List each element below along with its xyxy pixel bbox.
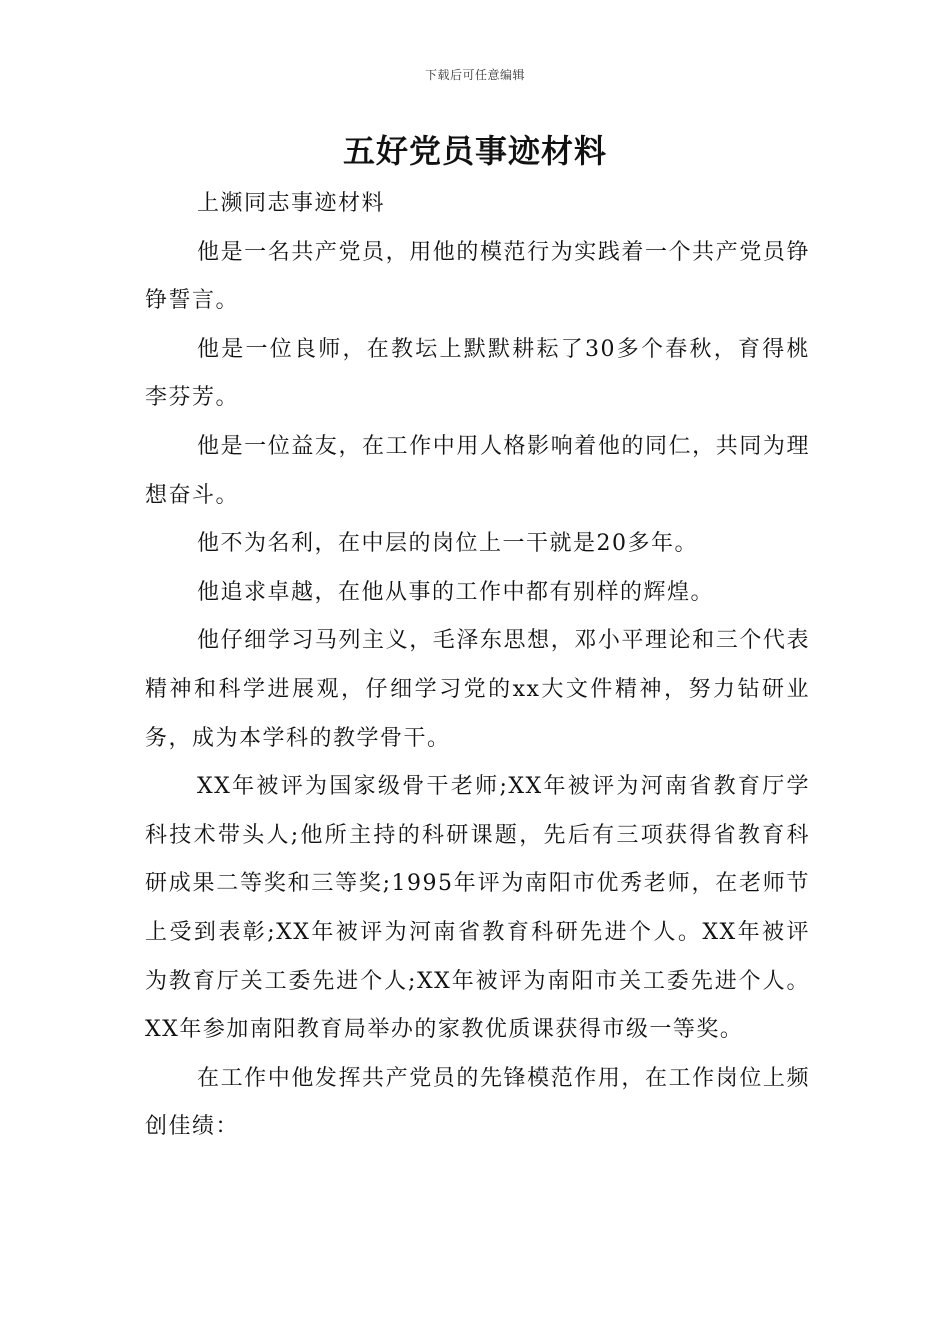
paragraph: 他是一位益友，在工作中用人格影响着他的同仁，共同为理想奋斗。 (145, 433, 810, 508)
paragraph-subtitle: 上濒同志事迹材料 (197, 191, 386, 216)
header-note: 下载后可任意编辑 (424, 68, 525, 82)
paragraph: 他是一位良师，在教坛上默默耕耘了30多个春秋，育得桃李芬芳。 (145, 336, 810, 411)
document-body (145, 180, 810, 1152)
paragraph: 在工作中他发挥共产党员的先锋模范作用，在工作岗位上频创佳绩： (145, 1065, 810, 1140)
paragraph: 他是一名共产党员，用他的模范行为实践着一个共产党员铮铮誓言。 (145, 239, 810, 314)
paragraph: 他追求卓越，在他从事的工作中都有别样的辉煌。 (197, 579, 715, 605)
paragraph-awards: XX年被评为国家级骨干老师;XX年被评为河南省教育厅学科技术带头人;他所主持的科研课题，先后有三项获得省教育科研成果二等奖和三等奖;1995年评为南阳市优秀老师，在老师节上受到表彰;XX年被评为河南省教育科研先进个人。XX年被评为教育厅关工委先进个人;XX年被评为南阳市关工委先进个人。XX年参加南阳教育局举办的家教优质课获得市级一等奖。 (145, 774, 810, 1043)
paragraph: 他仔细学习马列主义，毛泽东思想，邓小平理论和三个代表精神和科学进展观，仔细学习党的xx大文件精神，努力钻研业务，成为本学科的教学骨干。 (145, 628, 810, 751)
paragraph: 他不为名利，在中层的岗位上一干就是20多年。 (197, 531, 698, 557)
document-title: 五好党员事迹材料 (342, 132, 607, 170)
